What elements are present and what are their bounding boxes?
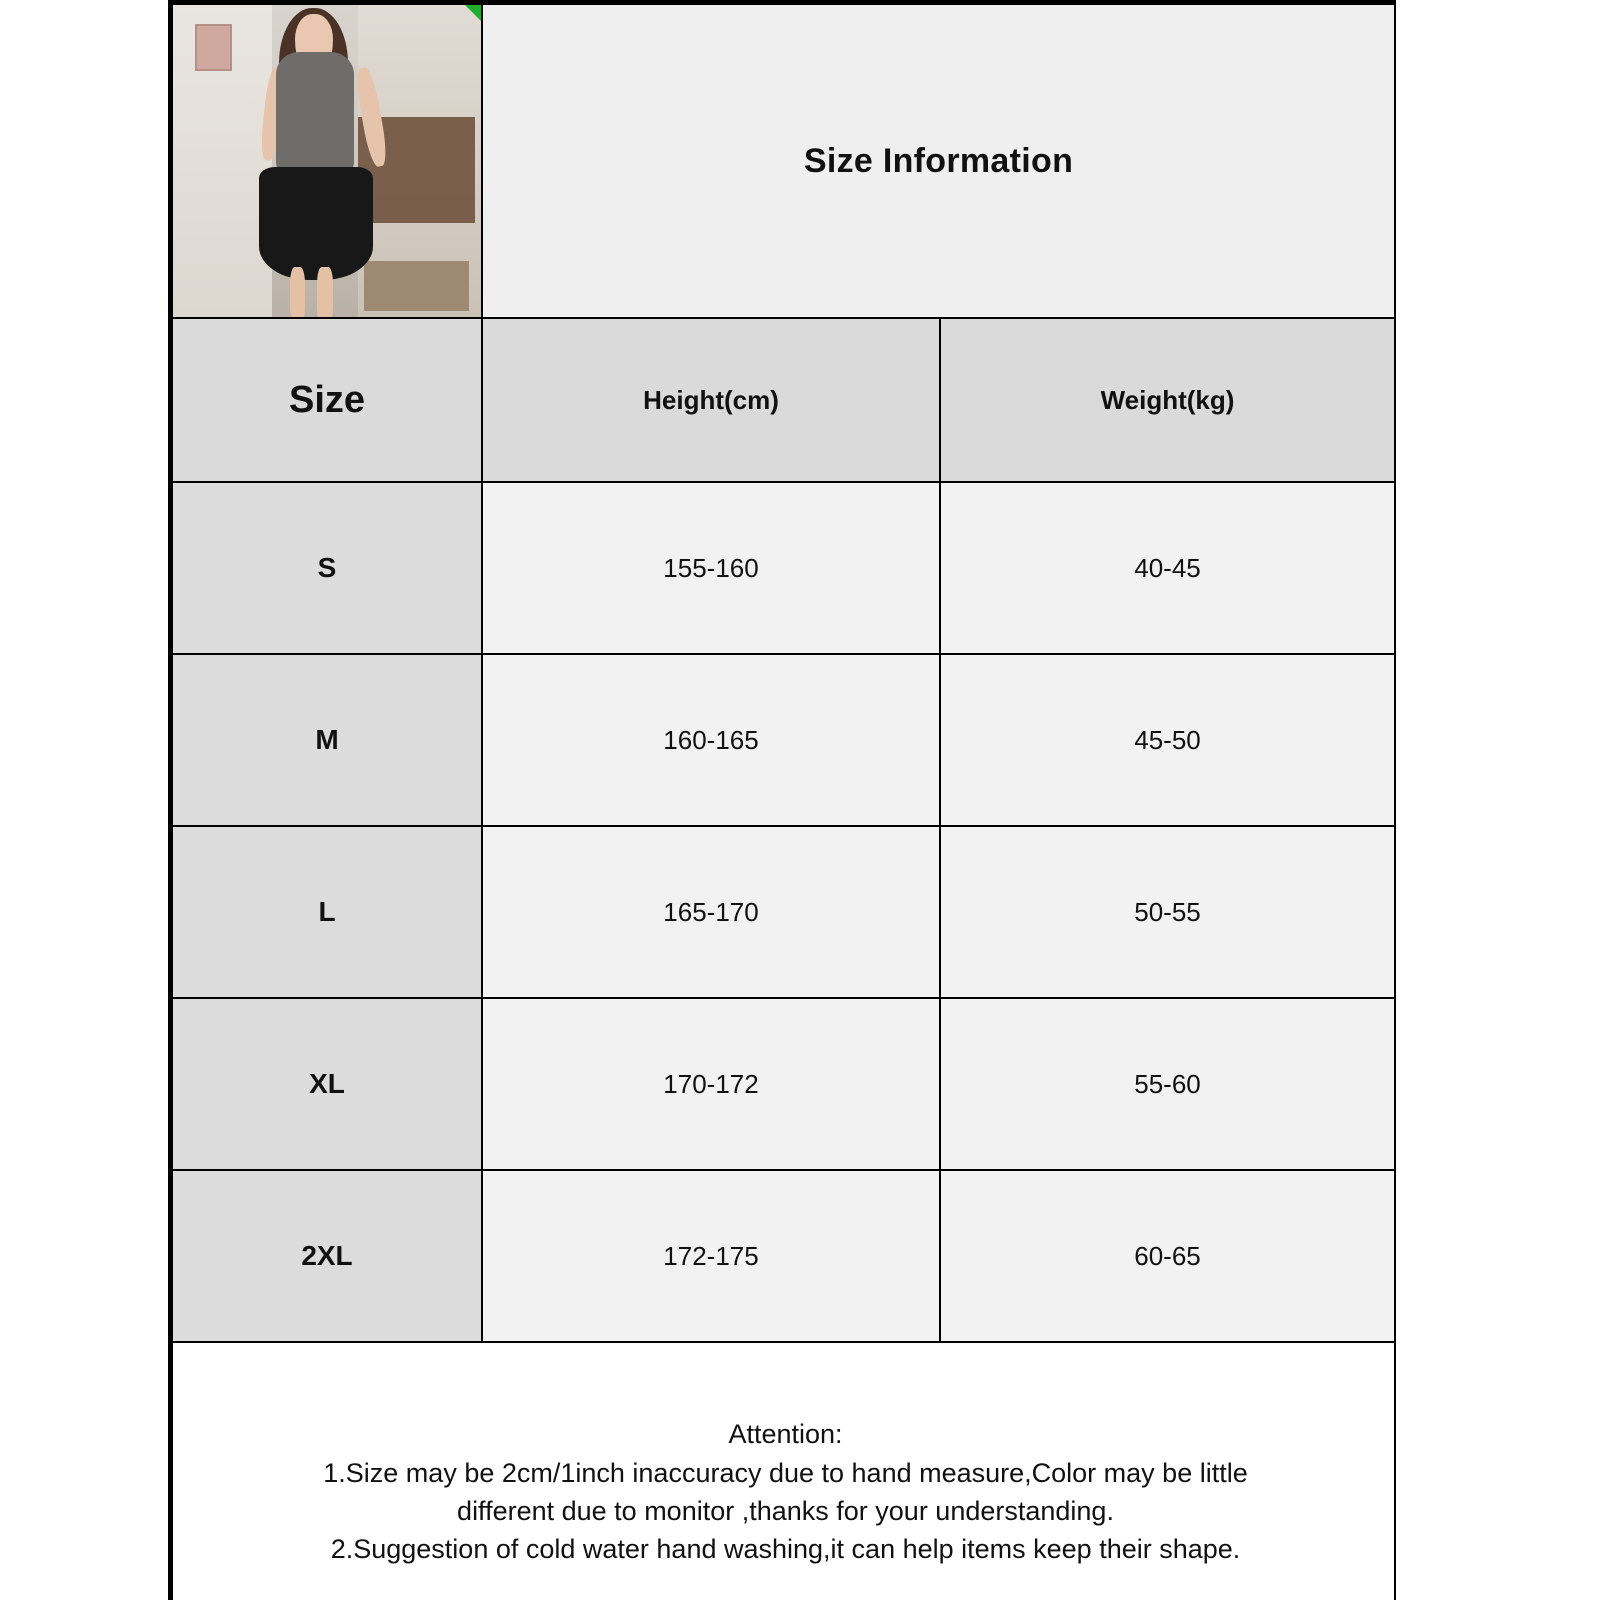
cell-weight-xl: 55-60 [940,998,1395,1170]
cell-size-l: L [172,826,482,998]
attention-block [172,1342,1395,1600]
attention-row [172,1342,1395,1600]
photo-model [235,5,407,317]
table-row [172,1170,1395,1342]
green-corner-marker [463,4,482,23]
cell-height-s: 155-160 [482,482,940,654]
cell-weight-l: 50-55 [940,826,1395,998]
photo-wall-frame [195,24,233,72]
column-header-height: Height(cm) [482,318,940,482]
table-row [172,654,1395,826]
table-row [172,998,1395,1170]
cell-size-m: M [172,654,482,826]
cell-weight-s: 40-45 [940,482,1395,654]
model-top-garment [276,52,354,177]
model-leg-right [317,267,333,318]
cell-height-l: 165-170 [482,826,940,998]
column-header-size: Size [172,318,482,482]
cell-weight-m: 45-50 [940,654,1395,826]
model-leg-left [290,267,306,318]
cell-size-2xl: 2XL [172,1170,482,1342]
model-skirt [259,167,373,279]
product-photo [172,4,482,318]
column-header-weight: Weight(kg) [940,318,1395,482]
product-photo-illustration [173,5,481,317]
size-information-table [171,3,1396,1600]
attention-line-1: 1.Size may be 2cm/1inch inaccuracy due to hand measure,Color may be little [323,1457,1248,1488]
page-title: Size Information [482,4,1395,318]
table-row [172,482,1395,654]
size-chart-container [168,0,1396,1600]
cell-height-2xl: 172-175 [482,1170,940,1342]
cell-height-m: 160-165 [482,654,940,826]
cell-size-s: S [172,482,482,654]
cell-weight-2xl: 60-65 [940,1170,1395,1342]
table-row [172,826,1395,998]
cell-height-xl: 170-172 [482,998,940,1170]
cell-size-xl: XL [172,998,482,1170]
attention-heading: Attention: [728,1419,843,1450]
title-row [172,4,1395,318]
attention-line-2: different due to monitor ,thanks for your understanding. [457,1496,1114,1526]
attention-line-3: 2.Suggestion of cold water hand washing,it can help items keep their shape. [330,1534,1241,1565]
table-header-row [172,318,1395,482]
model-arm-right [354,67,390,169]
